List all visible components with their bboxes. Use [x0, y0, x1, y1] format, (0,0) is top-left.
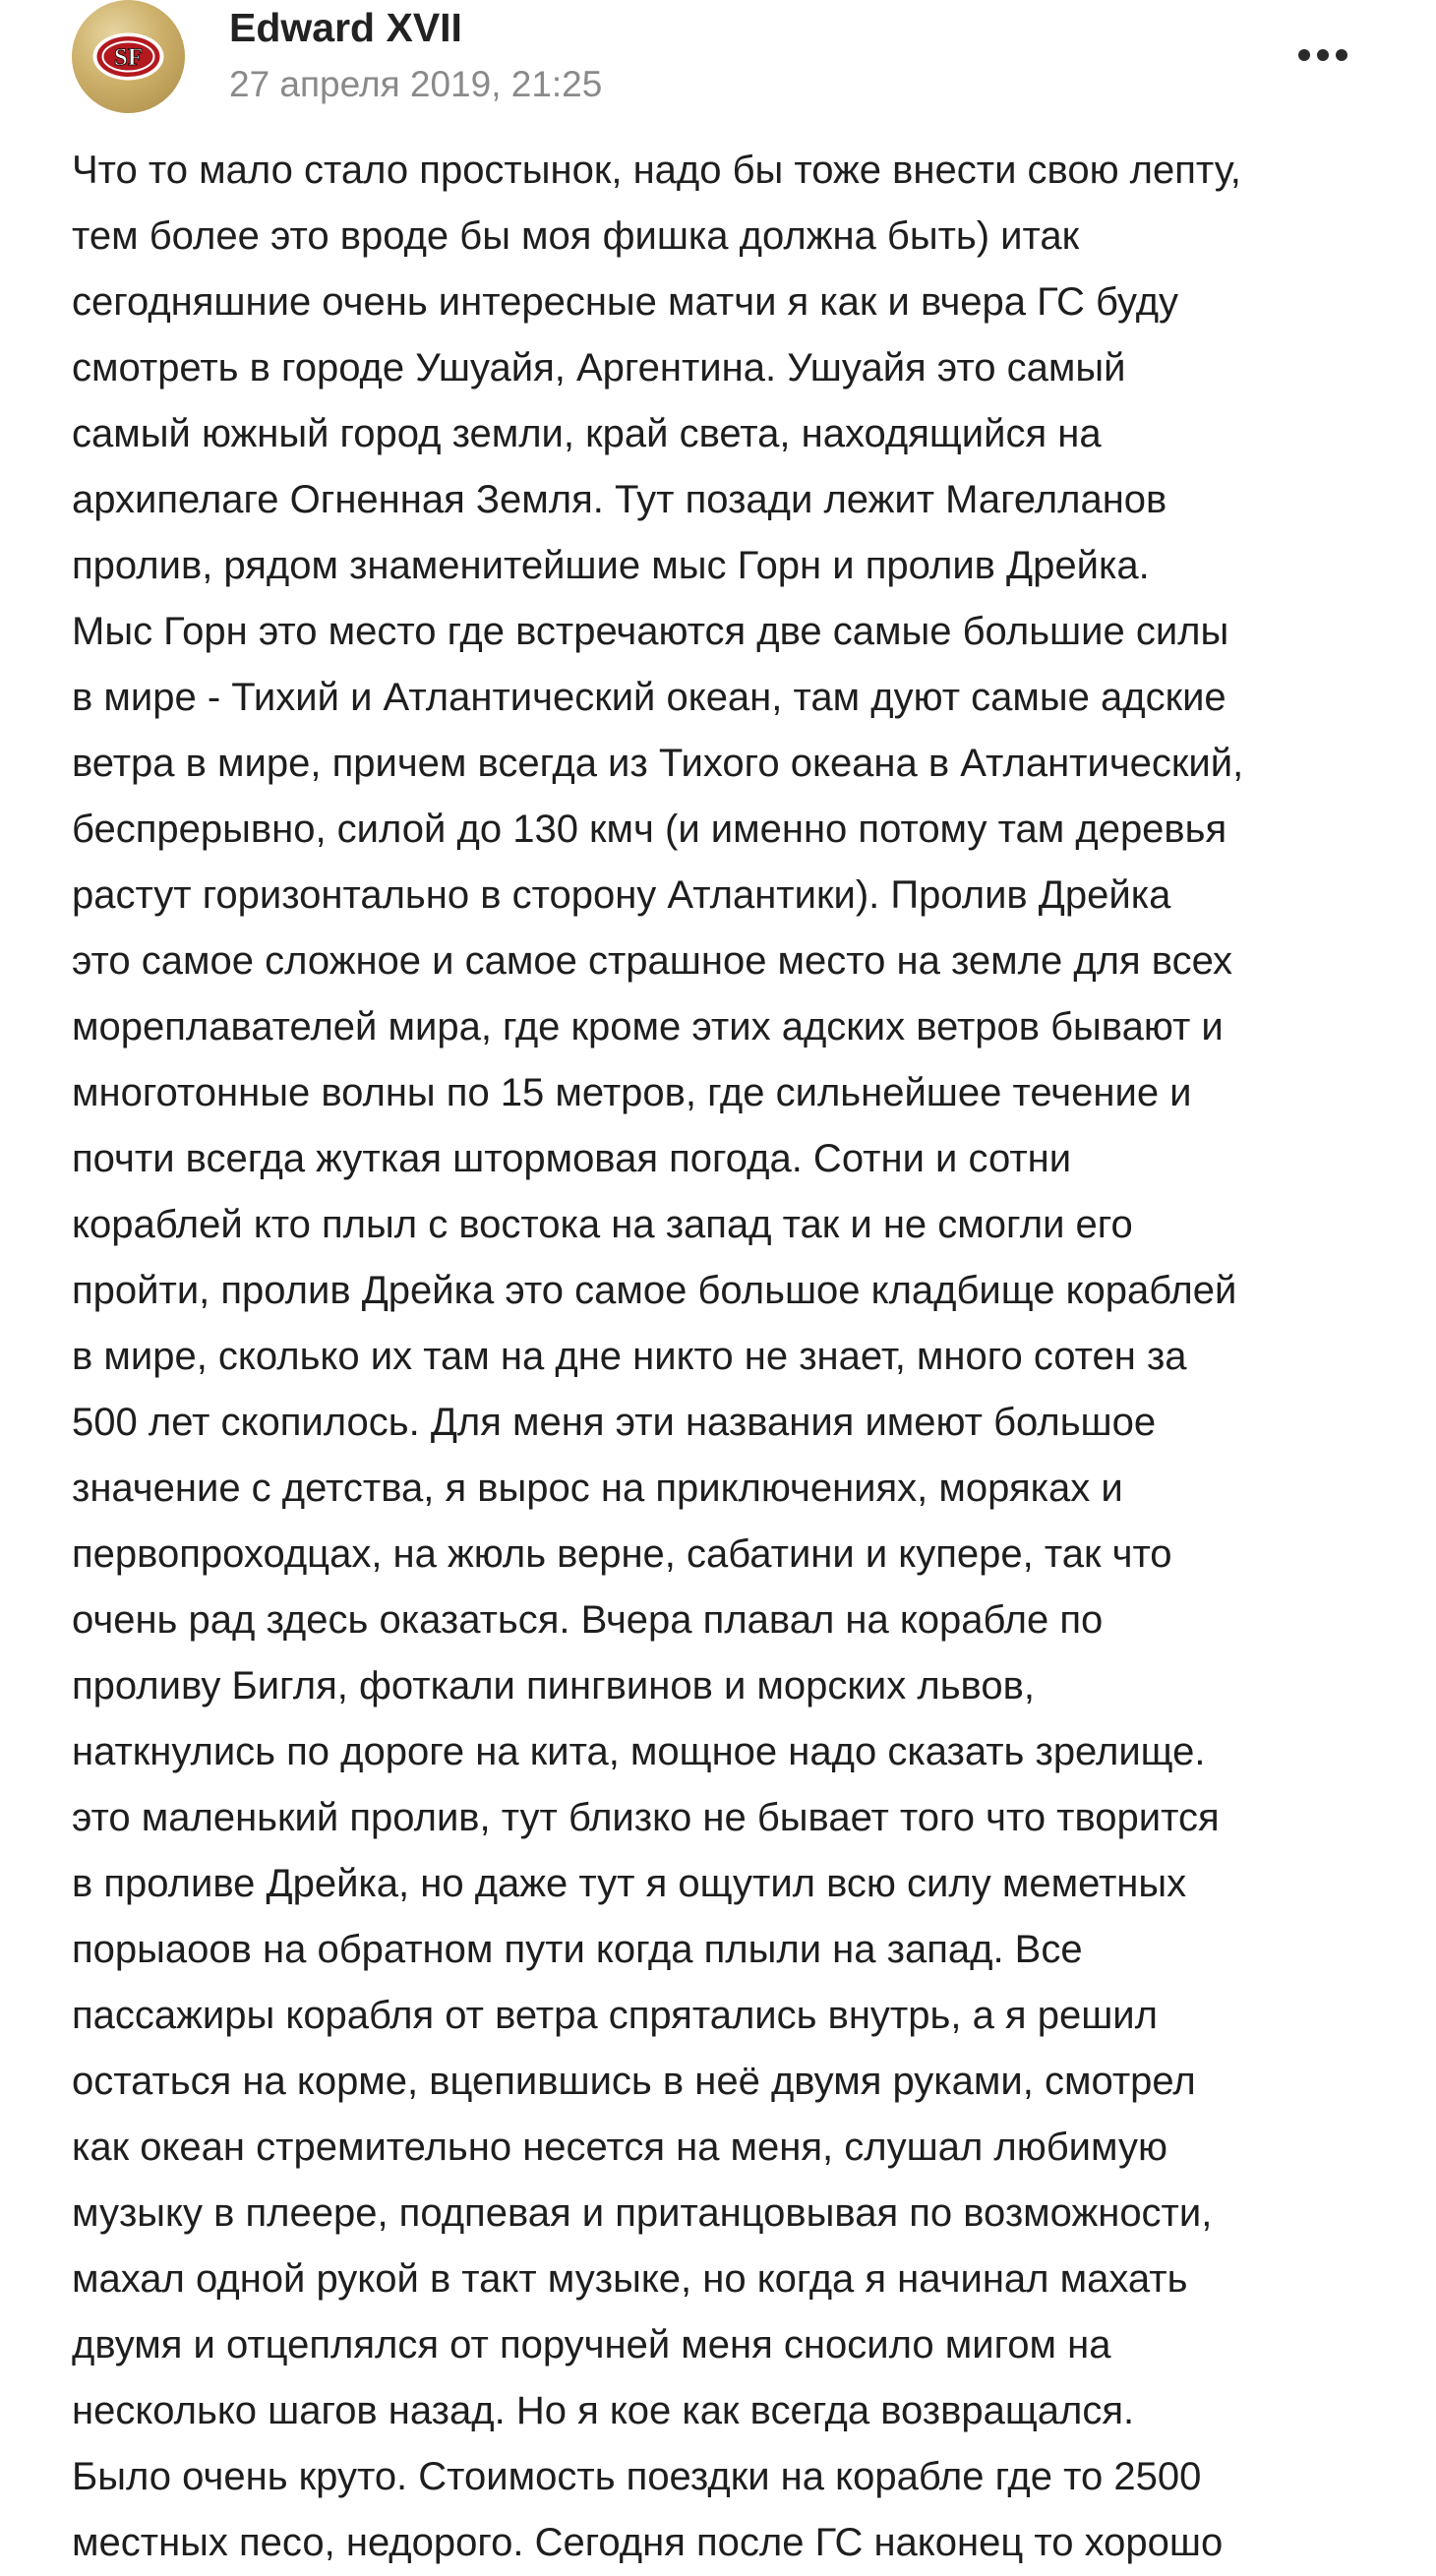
post-text-line: в мире, сколько их там на дне никто не знает, много сотен за [72, 1335, 1187, 1378]
post-text-line: растут горизонтально в сторону Атлантики). Пролив Дрейка [72, 873, 1171, 917]
post-text-line: Что то мало стало простынок, надо бы тоже внести свою лепту, [72, 149, 1241, 192]
post-text-line: наткнулись по дороге на кита, мощное надо сказать зрелище. [72, 1730, 1206, 1773]
post-text-line: ветра в мире, причем всегда из Тихого океана в Атлантический, [72, 742, 1244, 785]
post-text-line: махал одной рукой в такт музыке, но когда я начинал махать [72, 2257, 1188, 2301]
post-text-line: местных песо, недорого. Сегодня после ГС наконец то хорошо [72, 2521, 1224, 2564]
post-text-line: двумя и отцеплялся от поручней меня сносило мигом на [72, 2323, 1111, 2366]
post-text-line: самый южный город земли, край света, находящийся на [72, 412, 1102, 455]
post-text-line: архипелаге Огненная Земля. Тут позади лежит Магелланов [72, 478, 1167, 521]
post-text-line: как океан стремительно несется на меня, слушал любимую [72, 2126, 1167, 2169]
post-text-line: это самое сложное и самое страшное место на земле для всех [72, 939, 1232, 983]
post-text-line: тем более это вроде бы моя фишка должна быть) итак [72, 214, 1080, 258]
post-header [0, 0, 1436, 128]
post-text-line: пройти, пролив Дрейка это самое большое кладбище кораблей [72, 1269, 1237, 1312]
post-text-line: музыку в плеере, подпевая и пританцовывая по возможности, [72, 2191, 1213, 2235]
svg-text:SF: SF [113, 44, 144, 71]
post-text-line: порыаоов на обратном пути когда плыли на запад. Все [72, 1928, 1083, 1971]
post-text-line: сегодняшние очень интересные матчи я как и вчера ГС буду [72, 280, 1179, 324]
avatar[interactable] [72, 0, 185, 113]
post-text-line: в проливе Дрейка, но даже тут я ощутил всю силу меметных [72, 1862, 1187, 1905]
post-text-line: очень рад здесь оказаться. Вчера плавал на корабле по [72, 1598, 1104, 1642]
49ers-logo-icon [72, 0, 185, 113]
post-text-line: несколько шагов назад. Но я кое как всегда возвращался. [72, 2389, 1135, 2432]
post-text-line: многотонные волны по 15 метров, где сильнейшее течение и [72, 1071, 1192, 1114]
post-text-line: в мире - Тихий и Атлантический океан, там дуют самые адские [72, 676, 1227, 719]
post-text-line: остаться на корме, вцепившись в неё двумя руками, смотрел [72, 2060, 1196, 2103]
post-text-line: смотреть в городе Ушуайя, Аргентина. Ушуайя это самый [72, 346, 1126, 389]
post-text-line: пролив, рядом знаменитейшие мыс Горн и пролив Дрейка. [72, 544, 1150, 587]
post-text-line: мореплавателей мира, где кроме этих адских ветров бывают и [72, 1005, 1224, 1048]
more-options-button[interactable] [1288, 33, 1357, 77]
author-name[interactable]: Edward XVII [229, 5, 462, 50]
post-text-line: проливу Бигля, фоткали пингвинов и морских львов, [72, 1664, 1035, 1707]
post-text-line: почти всегда жуткая штормовая погода. Сотни и сотни [72, 1137, 1072, 1180]
post-text-line: пассажиры корабля от ветра спрятались внутрь, а я решил [72, 1994, 1158, 2037]
post-text-line: значение с детства, я вырос на приключениях, моряках и [72, 1467, 1123, 1510]
post-date: 27 апреля 2019, 21:25 [229, 64, 603, 104]
post-text-line: это маленький пролив, тут близко не бывает того что творится [72, 1796, 1220, 1839]
post-text-line: Было очень круто. Стоимость поездки на корабле где то 2500 [72, 2455, 1202, 2498]
post-text-line: беспрерывно, силой до 130 кмч (и именно потому там деревья [72, 808, 1227, 851]
post-text-line: 500 лет скопилось. Для меня эти названия имеют большое [72, 1401, 1157, 1444]
post-text-line: Мыс Горн это место где встречаются две самые большие силы [72, 610, 1229, 653]
post-text-line: кораблей кто плыл с востока на запад так и не смогли его [72, 1203, 1133, 1246]
post-body [72, 138, 1390, 2576]
post-text-line: первопроходцах, на жюль верне, сабатини и купере, так что [72, 1532, 1172, 1576]
